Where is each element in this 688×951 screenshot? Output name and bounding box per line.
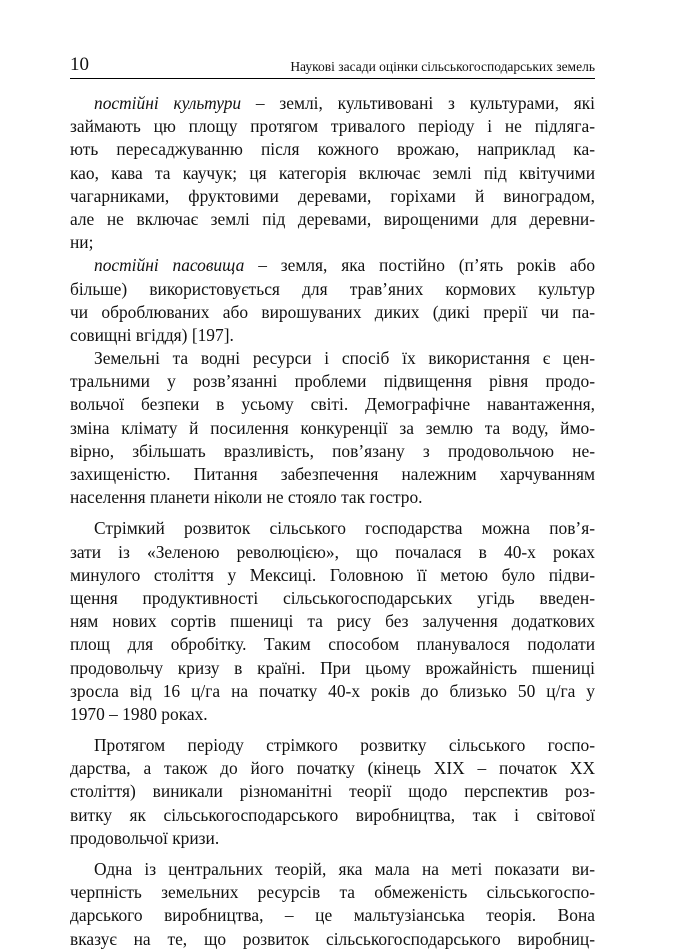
text-line: чагарниками, фруктовими деревами, горіхами й виноградом, (70, 185, 595, 206)
running-title: Наукові засади оцінки сільськогосподарських земель (290, 59, 595, 74)
text-line: зросла від 16 ц/га на початку 40-х років до близько 50 ц/га у (70, 680, 595, 701)
text-line: зати із «Зеленою революцією», що почалася в 40-х роках (70, 541, 595, 562)
text-line: Одна із центральних теорій, яка мала на меті показати ви- (94, 859, 595, 879)
text-line: совищні вгіддя) [197]. (70, 324, 234, 345)
text-line-fragment: – землі, культивовані з культурами, які (241, 93, 595, 113)
paragraph-gap (70, 850, 595, 858)
text-line: дарського виробництва, – це мальтузіанська теорія. Вона (70, 905, 595, 926)
text-line: вольчої безпеки в усьому світі. Демографічне навантаження, (70, 394, 595, 415)
page-number: 10 (70, 54, 89, 75)
text-line: Стрімкий розвиток сільського господарства можна пов’я- (94, 518, 595, 539)
body-text (70, 92, 595, 951)
text-line: тральними у розв’язанні проблеми підвищення рівня продо- (70, 371, 595, 392)
term-permanent-crops: постійні культури (94, 93, 242, 113)
paragraph-land-water-resources (70, 347, 595, 509)
text-line: займають цю площу протягом тривалого періоду і не підляга- (70, 116, 595, 137)
text-line: као, кава та каучук; ця категорія включає землі під квітучими (70, 162, 595, 183)
term-permanent-pastures: постійні пасовища (94, 255, 245, 276)
text-line: Протягом періоду стрімкого розвитку сільського госпо- (94, 735, 595, 756)
text-line: щення продуктивності сільськогосподарських угідь введен- (70, 587, 595, 608)
text-line: більше) використовується для трав’яних кормових культур (70, 278, 595, 299)
text-line-fragment: – земля, яка постійно (п’ять років або (244, 255, 595, 276)
text-line: століття) виникали різноманітні теорії щодо перспектив роз- (70, 781, 595, 802)
paragraph-malthusian-theory (70, 858, 595, 951)
text-line: але не включає землі під деревами, вирощеними для деревни- (70, 208, 595, 229)
paragraph-permanent-pastures (70, 254, 595, 347)
text-line: вірно, збільшать вразливість, пов’язану з продовольчою не- (70, 440, 595, 461)
paragraph-theories (70, 734, 595, 850)
paragraph-green-revolution (70, 517, 595, 726)
page-header (70, 52, 595, 79)
text-line: продовольчу кризу в країні. При цьому врожайність пшениці (70, 657, 595, 678)
text-line: черпність земельних ресурсів та обмеженість сільськогоспо- (70, 882, 595, 903)
text-line: населення планети ніколи не стояло так гостро. (70, 487, 423, 508)
text-line: зміна клімату й посилення конкуренції за землю та воду, ймо- (70, 417, 595, 438)
paragraph-gap (70, 726, 595, 734)
text-line: ють пересаджуванню після кожного врожаю, наприклад ка- (70, 139, 595, 160)
text-line: площ для обробітку. Таким способом планувалося подолати (70, 634, 595, 655)
text-line (70, 254, 595, 277)
text-line: витку як сільськогосподарського виробництва, так і світової (70, 804, 595, 825)
text-line: захищеністю. Питання забезпечення належним харчуванням (70, 464, 595, 484)
text-line: 1970 – 1980 роках. (70, 703, 208, 724)
text-line: Земельні та водні ресурси і спосіб їх використання є цен- (94, 348, 595, 369)
text-line: чи оброблюваних або вирошуваних диких (дикі прерії чи па- (70, 301, 595, 322)
text-line: ни; (70, 232, 94, 253)
text-line: дарства, а також до його початку (кінець XIX – початок XX (70, 758, 595, 779)
paragraph-gap (70, 509, 595, 517)
text-line: ням нових сортів пшениці та рису без залучення додаткових (70, 611, 595, 632)
text-line: продовольчої кризи. (70, 827, 220, 848)
text-line: вказує на те, що розвиток сільськогосподарського виробниц- (70, 928, 595, 949)
text-line: минулого століття у Мексиці. Головною її метою було підви- (70, 564, 595, 585)
text-line (70, 92, 595, 115)
paragraph-permanent-crops (70, 92, 595, 254)
